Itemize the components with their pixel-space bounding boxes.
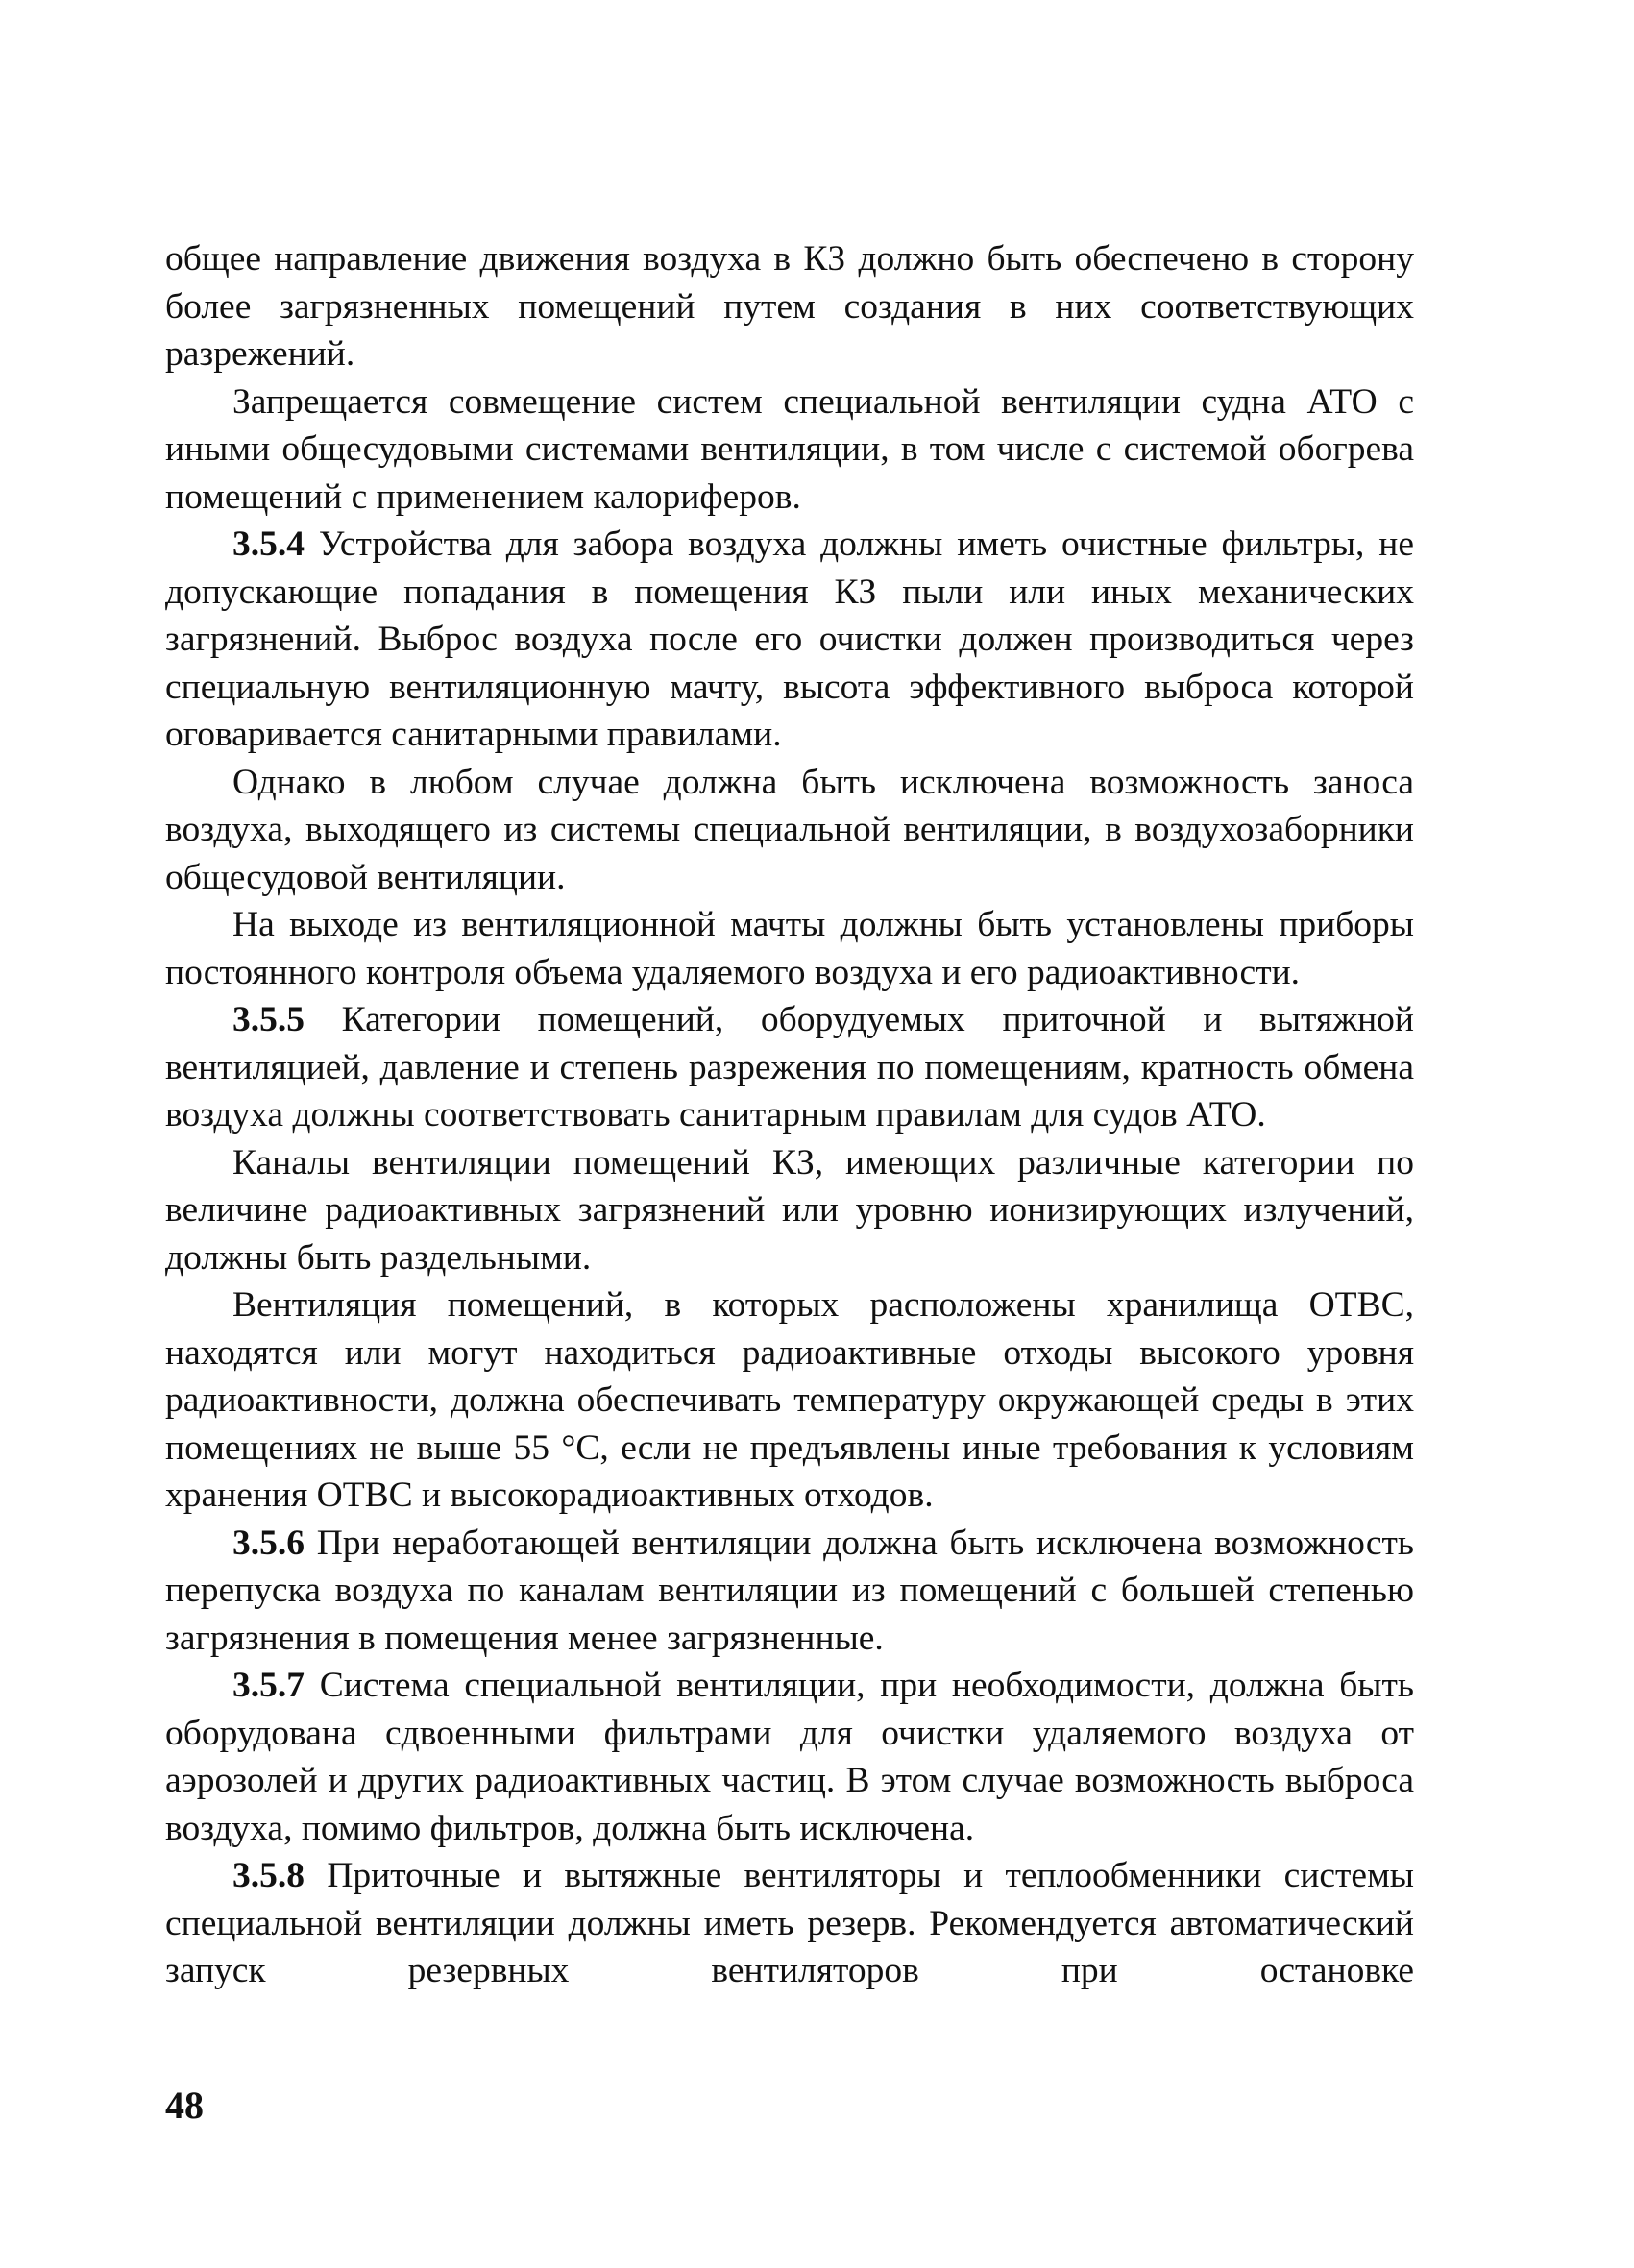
clause-number: 3.5.8	[232, 1856, 305, 1895]
clause-number: 3.5.6	[232, 1523, 305, 1563]
clause-number: 3.5.4	[232, 524, 305, 564]
clause-text: Устройства для забора воздуха должны иметь очистные фильтры, не допускающие попадания в помещения КЗ пыли или иных механических загрязнений. Выброс воздуха после его очистки должен производиться через специальную вентиляционную мачту, высота эффективного выброса которой оговаривается санитарными правилами.	[165, 524, 1414, 754]
page-number: 48	[165, 2084, 204, 2127]
paragraph-5-text: На выходе из вентиляционной мачты должны быть установлены приборы постоянного контроля объема удаляемого воздуха и его радиоактивности.	[165, 905, 1414, 992]
paragraph-2	[165, 378, 1414, 522]
body-text	[165, 235, 1414, 1995]
clause-3-5-4	[165, 521, 1414, 759]
paragraph-2-text: Запрещается совмещение систем специальной вентиляции судна АТО с иными общесудовыми системами вентиляции, в том числе с системой обогрева помещений с применением калориферов.	[165, 381, 1414, 517]
clause-number: 3.5.5	[232, 1000, 305, 1039]
paragraph-4-text: Однако в любом случае должна быть исключена возможность заноса воздуха, выходящего из системы специальной вентиляции, в воздухозаборники общесудовой вентиляции.	[165, 762, 1414, 897]
clause-text: Приточные и вытяжные вентиляторы и теплообменники системы специальной вентиляции должны иметь резерв. Рекомендуется автоматический запуск резервных вентиляторов при остановке	[165, 1856, 1414, 1990]
clause-3-5-6	[165, 1520, 1414, 1663]
paragraph-1-text: общее направление движения воздуха в КЗ должно быть обеспечено в сторону более загрязненных помещений путем создания в них соответствующих разрежений.	[165, 239, 1414, 374]
clause-number: 3.5.7	[232, 1666, 305, 1705]
clause-3-5-7	[165, 1662, 1414, 1852]
paragraph-8	[165, 1281, 1414, 1520]
clause-text: Система специальной вентиляции, при необходимости, должна быть оборудована сдвоенными фильтрами для очистки удаляемого воздуха от аэрозолей и других радиоактивных частиц. В этом случае возможность выброса воздуха, помимо фильтров, должна быть исключена.	[165, 1666, 1414, 1848]
clause-text: При неработающей вентиляции должна быть исключена возможность перепуска воздуха по каналам вентиляции из помещений с большей степенью загрязнения в помещения менее загрязненные.	[165, 1523, 1414, 1658]
clause-text: Категории помещений, оборудуемых приточной и вытяжной вентиляцией, давление и степень разрежения по помещениям, кратность обмена воздуха должны соответствовать санитарным правилам для судов АТО.	[165, 1000, 1414, 1134]
clause-3-5-8	[165, 1852, 1414, 1995]
paragraph-7	[165, 1139, 1414, 1282]
paragraph-5	[165, 901, 1414, 996]
paragraph-7-text: Каналы вентиляции помещений КЗ, имеющих различные категории по величине радиоактивных загрязнений или уровню ионизирующих излучений, должны быть раздельными.	[165, 1142, 1414, 1278]
paragraph-1	[165, 235, 1414, 378]
paragraph-8-text: Вентиляция помещений, в которых расположены хранилища ОТВС, находятся или могут находиться радиоактивные отходы высокого уровня радиоактивности, должна обеспечивать температуру окружающей среды в этих помещениях не выше 55 °С, если не предъявлены иные требования к условиям хранения ОТВС и высокорадиоактивных отходов.	[165, 1285, 1414, 1515]
clause-3-5-5	[165, 996, 1414, 1139]
paragraph-4	[165, 759, 1414, 902]
